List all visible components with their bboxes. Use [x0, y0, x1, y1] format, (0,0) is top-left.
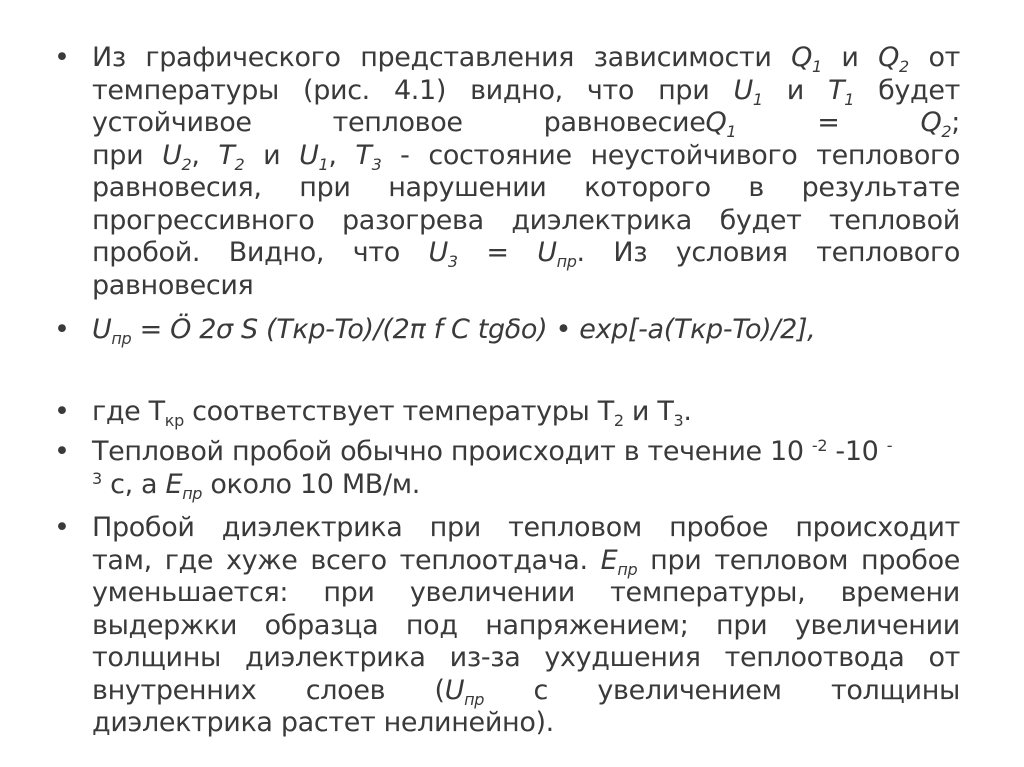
subscript: пр	[556, 252, 577, 271]
text: и	[244, 139, 300, 171]
text: Из графического представления зависимости	[92, 42, 792, 73]
subscript: 2	[899, 57, 909, 76]
line	[92, 675, 960, 708]
text: ;	[951, 107, 960, 138]
symbol-q: Q	[705, 107, 727, 138]
formula-breakdown-voltage	[92, 314, 960, 347]
paragraph-tkr	[92, 396, 960, 429]
symbol-t: T	[355, 139, 372, 171]
subscript: пр	[464, 689, 485, 709]
line	[92, 42, 960, 75]
subscript: 3	[447, 252, 458, 271]
paragraph-location	[92, 512, 960, 740]
symbol-u: U	[428, 237, 448, 268]
subscript: 2	[613, 411, 624, 430]
paragraph-duration	[92, 436, 960, 501]
line	[92, 107, 960, 140]
text: -10	[827, 436, 887, 467]
text: будет	[854, 74, 961, 106]
subscript: 1	[811, 57, 822, 76]
text: и	[821, 42, 879, 73]
line: • Пробой диэлектрика при тепловом пробое происходит	[92, 512, 960, 543]
symbol-u: U	[92, 314, 112, 345]
subscript: 1	[318, 154, 329, 174]
line	[92, 237, 960, 270]
subscript: 2	[941, 122, 952, 141]
text: с, а	[101, 468, 166, 500]
text: Тепловой пробой обычно происходит в течение 10	[92, 436, 812, 467]
line: прогрессивного разогрева диэлектрика будет тепловой	[92, 204, 960, 236]
text: устойчивое тепловое равновесие	[92, 107, 706, 138]
text: там, где хуже всего теплоотдача.	[92, 544, 601, 576]
text: пробой. Видно, что	[92, 237, 429, 268]
line	[92, 545, 960, 578]
text: около 10 МВ/м.	[202, 468, 420, 500]
formula-body: = Ö 2σ S (Tкр-To)/(2π f C tgδo) • exp[-a(Tкр-To)/2],	[131, 314, 816, 345]
symbol-t: T	[828, 74, 845, 106]
symbol-q: Q	[920, 107, 942, 138]
text: . Из условия теплового	[576, 237, 960, 268]
symbol-u: U	[733, 74, 753, 106]
text: температуры (рис. 4.1) видно, что при	[92, 74, 734, 106]
text: =	[736, 107, 921, 138]
text: от	[908, 42, 960, 73]
superscript: -2	[811, 436, 828, 455]
symbol-u: U	[537, 237, 557, 268]
text: ,	[328, 139, 356, 171]
text: соответствует температуры Т	[183, 396, 614, 427]
subscript: пр	[111, 329, 132, 348]
subscript: пр	[617, 559, 638, 579]
line	[92, 75, 960, 108]
paragraph-stability	[92, 42, 960, 302]
text: .	[683, 396, 692, 427]
line	[92, 436, 960, 469]
text: и	[762, 74, 829, 106]
symbol-u: U	[162, 139, 182, 171]
superscript: 3	[92, 468, 102, 488]
text: ,	[191, 139, 219, 171]
symbol-u: U	[299, 139, 319, 171]
line: диэлектрика растет нелинейно).	[92, 707, 554, 738]
subscript: 2	[181, 154, 192, 174]
text: с увеличением толщины	[484, 674, 960, 706]
symbol-q: Q	[791, 42, 812, 73]
subscript: 2	[234, 154, 245, 174]
line: уменьшается: при увеличении температуры, времени	[92, 577, 960, 608]
symbol-e: E	[600, 544, 618, 576]
text: - состояние неустойчивого теплового	[381, 139, 960, 171]
subscript: пр	[182, 483, 203, 503]
text: =	[457, 237, 538, 268]
subscript: 1	[726, 122, 737, 141]
text: при	[92, 139, 163, 171]
symbol-q: Q	[878, 42, 900, 73]
symbol-t: T	[218, 139, 235, 171]
line: толщины диэлектрика из-за ухудшения теплоотвода от	[92, 642, 960, 673]
subscript: кр	[164, 411, 184, 430]
line	[92, 140, 960, 173]
line	[92, 396, 960, 429]
line	[92, 314, 960, 347]
subscript: 1	[752, 89, 763, 109]
line	[92, 469, 960, 502]
subscript: 3	[371, 154, 382, 174]
line: равновесия	[92, 269, 254, 301]
line: равновесия, при нарушении которого в результате	[92, 172, 960, 203]
superscript: -	[886, 436, 893, 455]
subscript: 3	[673, 411, 684, 430]
text: и Т	[623, 396, 674, 427]
subscript: 1	[844, 89, 855, 109]
symbol-u: U	[444, 674, 465, 706]
line: выдержки образца под напряжением; при увеличении	[92, 609, 960, 641]
text: где Т	[92, 396, 165, 427]
symbol-e: E	[165, 468, 183, 500]
text: при тепловом пробое	[637, 544, 961, 576]
text: внутренних слоев (	[92, 674, 445, 706]
